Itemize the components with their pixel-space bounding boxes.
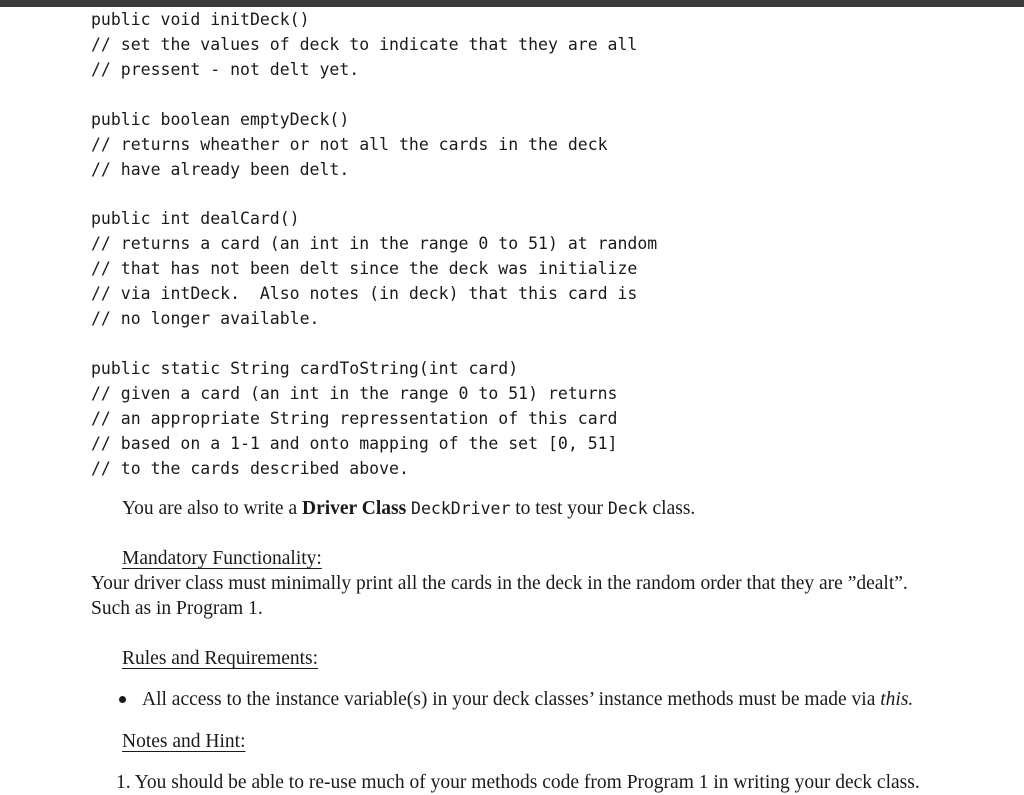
driver-class-term: Driver Class (302, 498, 407, 519)
comment-line: // via intDeck. Also notes (in deck) that this card is (91, 284, 638, 303)
comment-line: // based on a 1-1 and onto mapping of the set [0, 51] (91, 434, 618, 453)
method-block-cardtostring (91, 356, 618, 481)
method-signature: public void initDeck() (91, 10, 310, 29)
comment-line: // no longer available. (91, 309, 320, 328)
rules-bullet-item (142, 687, 913, 712)
method-block-initdeck (91, 7, 637, 82)
comment-line: // returns a card (an int in the range 0 to 51) at random (91, 234, 658, 253)
comment-line: // an appropriate String repressentation of this card (91, 409, 618, 428)
notes-heading: Notes and Hint: (122, 731, 246, 752)
bullet-icon (119, 696, 126, 703)
method-block-emptydeck (91, 107, 608, 182)
rules-bullet-text: All access to the instance variable(s) in your deck classes’ instance methods must be made via (142, 689, 876, 710)
mandatory-line-2: Such as in Program 1. (91, 598, 263, 619)
comment-line: // have already been delt. (91, 160, 350, 179)
method-signature: public int dealCard() (91, 209, 300, 228)
comment-line: // returns wheather or not all the cards in the deck (91, 135, 608, 154)
rules-heading: Rules and Requirements: (122, 648, 319, 669)
driver-paragraph (122, 496, 695, 521)
rules-bullet-italic: this. (880, 689, 914, 710)
method-signature: public boolean emptyDeck() (91, 110, 350, 129)
top-border (0, 0, 1024, 7)
comment-line: // pressent - not delt yet. (91, 60, 360, 79)
deck-class-name: Deck (607, 499, 648, 518)
driver-middle: to test your (515, 498, 604, 519)
comment-line: // given a card (an int in the range 0 to 51) returns (91, 384, 618, 403)
notes-item-1: 1. You should be able to re-use much of your methods code from Program 1 in writing your deck class. (116, 772, 920, 793)
comment-line: // set the values of deck to indicate that they are all (91, 35, 638, 54)
driver-suffix: class. (652, 498, 696, 519)
method-signature: public static String cardToString(int card) (91, 359, 519, 378)
driver-prefix: You are also to write a (122, 498, 298, 519)
method-block-dealcard (91, 206, 657, 331)
driver-class-name: DeckDriver (411, 499, 511, 518)
mandatory-heading: Mandatory Functionality: (122, 548, 322, 569)
comment-line: // to the cards described above. (91, 459, 409, 478)
comment-line: // that has not been delt since the deck was initialize (91, 259, 638, 278)
mandatory-line-1: Your driver class must minimally print all the cards in the deck in the random order that they are ”dealt”. (91, 573, 908, 594)
